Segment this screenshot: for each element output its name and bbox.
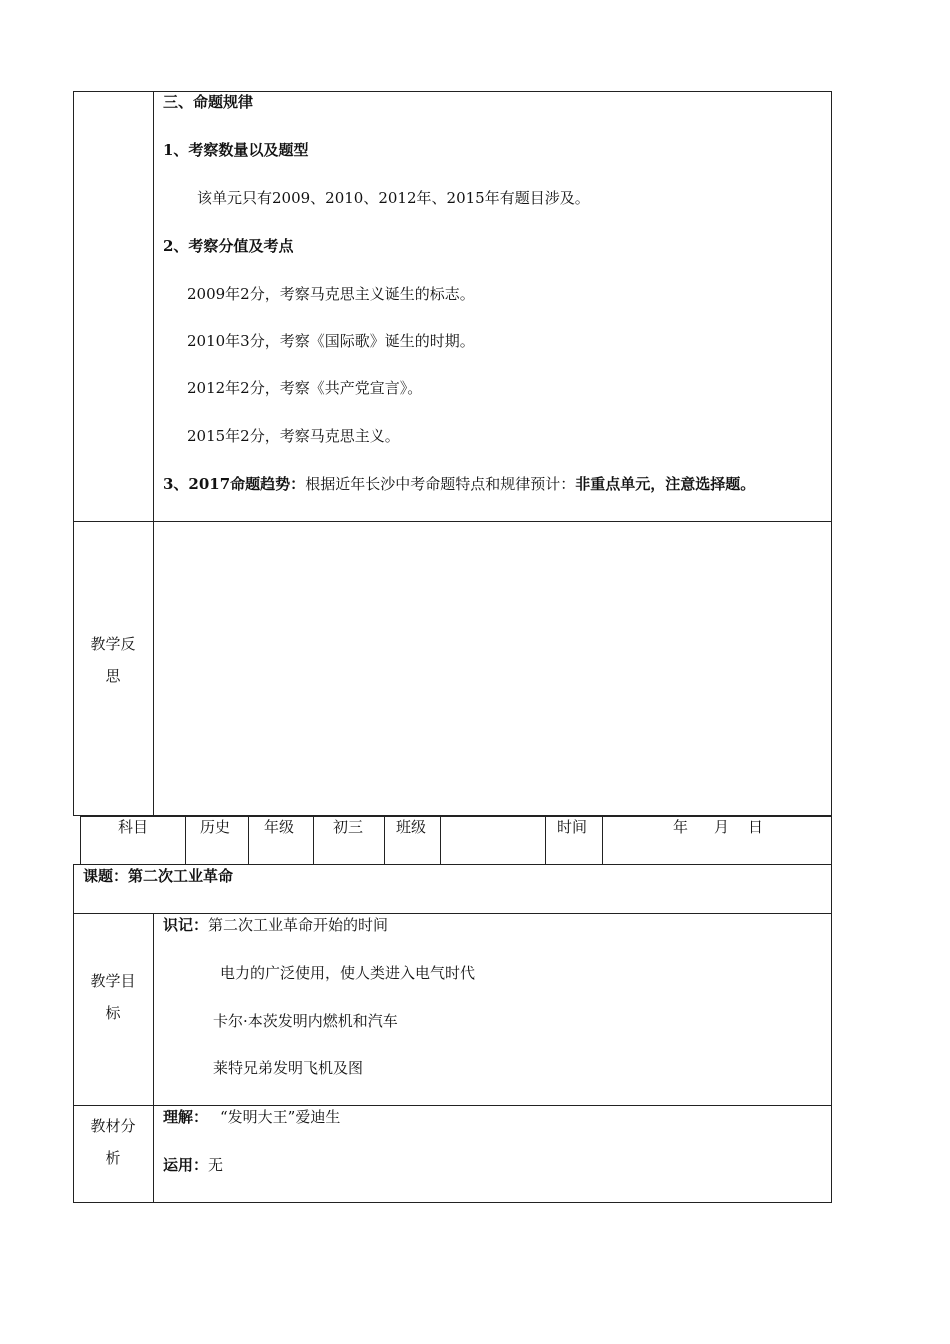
reflection-label-line2: 思 xyxy=(105,667,121,685)
item2-title: 2、考察分值及考点 xyxy=(163,237,294,255)
recall-first: 第二次工业革命开始的时间 xyxy=(208,916,389,934)
goals-label-line1: 教学目 xyxy=(90,972,136,990)
upper-table-row-divider xyxy=(73,521,832,522)
grade-value: 初三 xyxy=(333,818,364,836)
analysis-label-line1: 教材分 xyxy=(90,1117,136,1135)
lower-table-row-divider xyxy=(73,1105,832,1106)
upper-table-column-divider xyxy=(153,91,154,816)
info-row-divider xyxy=(440,816,441,865)
apply-label: 运用： xyxy=(163,1156,209,1174)
item3-prefix: 3、2017命题趋势： xyxy=(163,475,306,493)
class-label: 班级 xyxy=(396,818,427,836)
goals-label xyxy=(73,965,153,1029)
subject-label: 科目 xyxy=(118,818,149,836)
grade-label: 年级 xyxy=(264,818,295,836)
understand-value: “发明大王”爱迪生 xyxy=(220,1108,341,1126)
understand-line xyxy=(163,1107,340,1127)
time-day: 日 xyxy=(748,818,764,836)
recall-label: 识记： xyxy=(163,916,209,934)
recall-line xyxy=(163,915,388,935)
lower-table-row-divider xyxy=(73,913,832,914)
recall-item: 卡尔·本茨发明内燃机和汽车 xyxy=(213,1012,398,1030)
info-row-divider xyxy=(384,816,385,865)
subject-value: 历史 xyxy=(200,818,231,836)
time-month: 月 xyxy=(714,818,730,836)
understand-label: 理解： xyxy=(163,1108,209,1126)
info-row-divider xyxy=(602,816,603,865)
time-label: 时间 xyxy=(557,818,588,836)
apply-line xyxy=(163,1155,223,1175)
item2-line: 2010年3分，考察《国际歌》诞生的时期。 xyxy=(187,332,475,350)
info-row-divider xyxy=(313,816,314,865)
analysis-label xyxy=(73,1110,153,1174)
item3-line xyxy=(163,474,755,494)
info-row-divider xyxy=(185,816,186,865)
item3-suffix: 非重点单元，注意选择题。 xyxy=(575,475,756,493)
section-heading: 三、命题规律 xyxy=(163,93,254,111)
time-year: 年 xyxy=(673,818,689,836)
item2-line: 2009年2分，考察马克思主义诞生的标志。 xyxy=(187,285,475,303)
info-row-divider xyxy=(248,816,249,865)
reflection-label-line1: 教学反 xyxy=(90,635,136,653)
lesson-title xyxy=(83,866,233,886)
lesson-title-value: 第二次工业革命 xyxy=(128,867,234,885)
recall-item: 莱特兄弟发明飞机及图 xyxy=(213,1059,364,1077)
info-row-divider xyxy=(545,816,546,865)
item2-line: 2015年2分，考察马克思主义。 xyxy=(187,427,400,445)
item3-middle: 根据近年长沙中考命题特点和规律预计： xyxy=(305,475,576,493)
goals-label-line2: 标 xyxy=(105,1004,121,1022)
info-row-right-border xyxy=(831,816,832,865)
lower-table-column-divider xyxy=(153,913,154,1203)
lesson-title-label: 课题： xyxy=(83,867,129,885)
recall-item: 电力的广泛使用，使人类进入电气时代 xyxy=(220,964,476,982)
apply-value: 无 xyxy=(208,1156,224,1174)
info-row-left-border xyxy=(80,816,81,865)
reflection-label xyxy=(73,628,153,692)
item1-title: 1、考察数量以及题型 xyxy=(163,141,309,159)
item1-text: 该单元只有2009、2010、2012年、2015年有题目涉及。 xyxy=(197,189,590,207)
analysis-label-line2: 析 xyxy=(105,1149,121,1167)
item2-line: 2012年2分，考察《共产党宣言》。 xyxy=(187,379,423,397)
